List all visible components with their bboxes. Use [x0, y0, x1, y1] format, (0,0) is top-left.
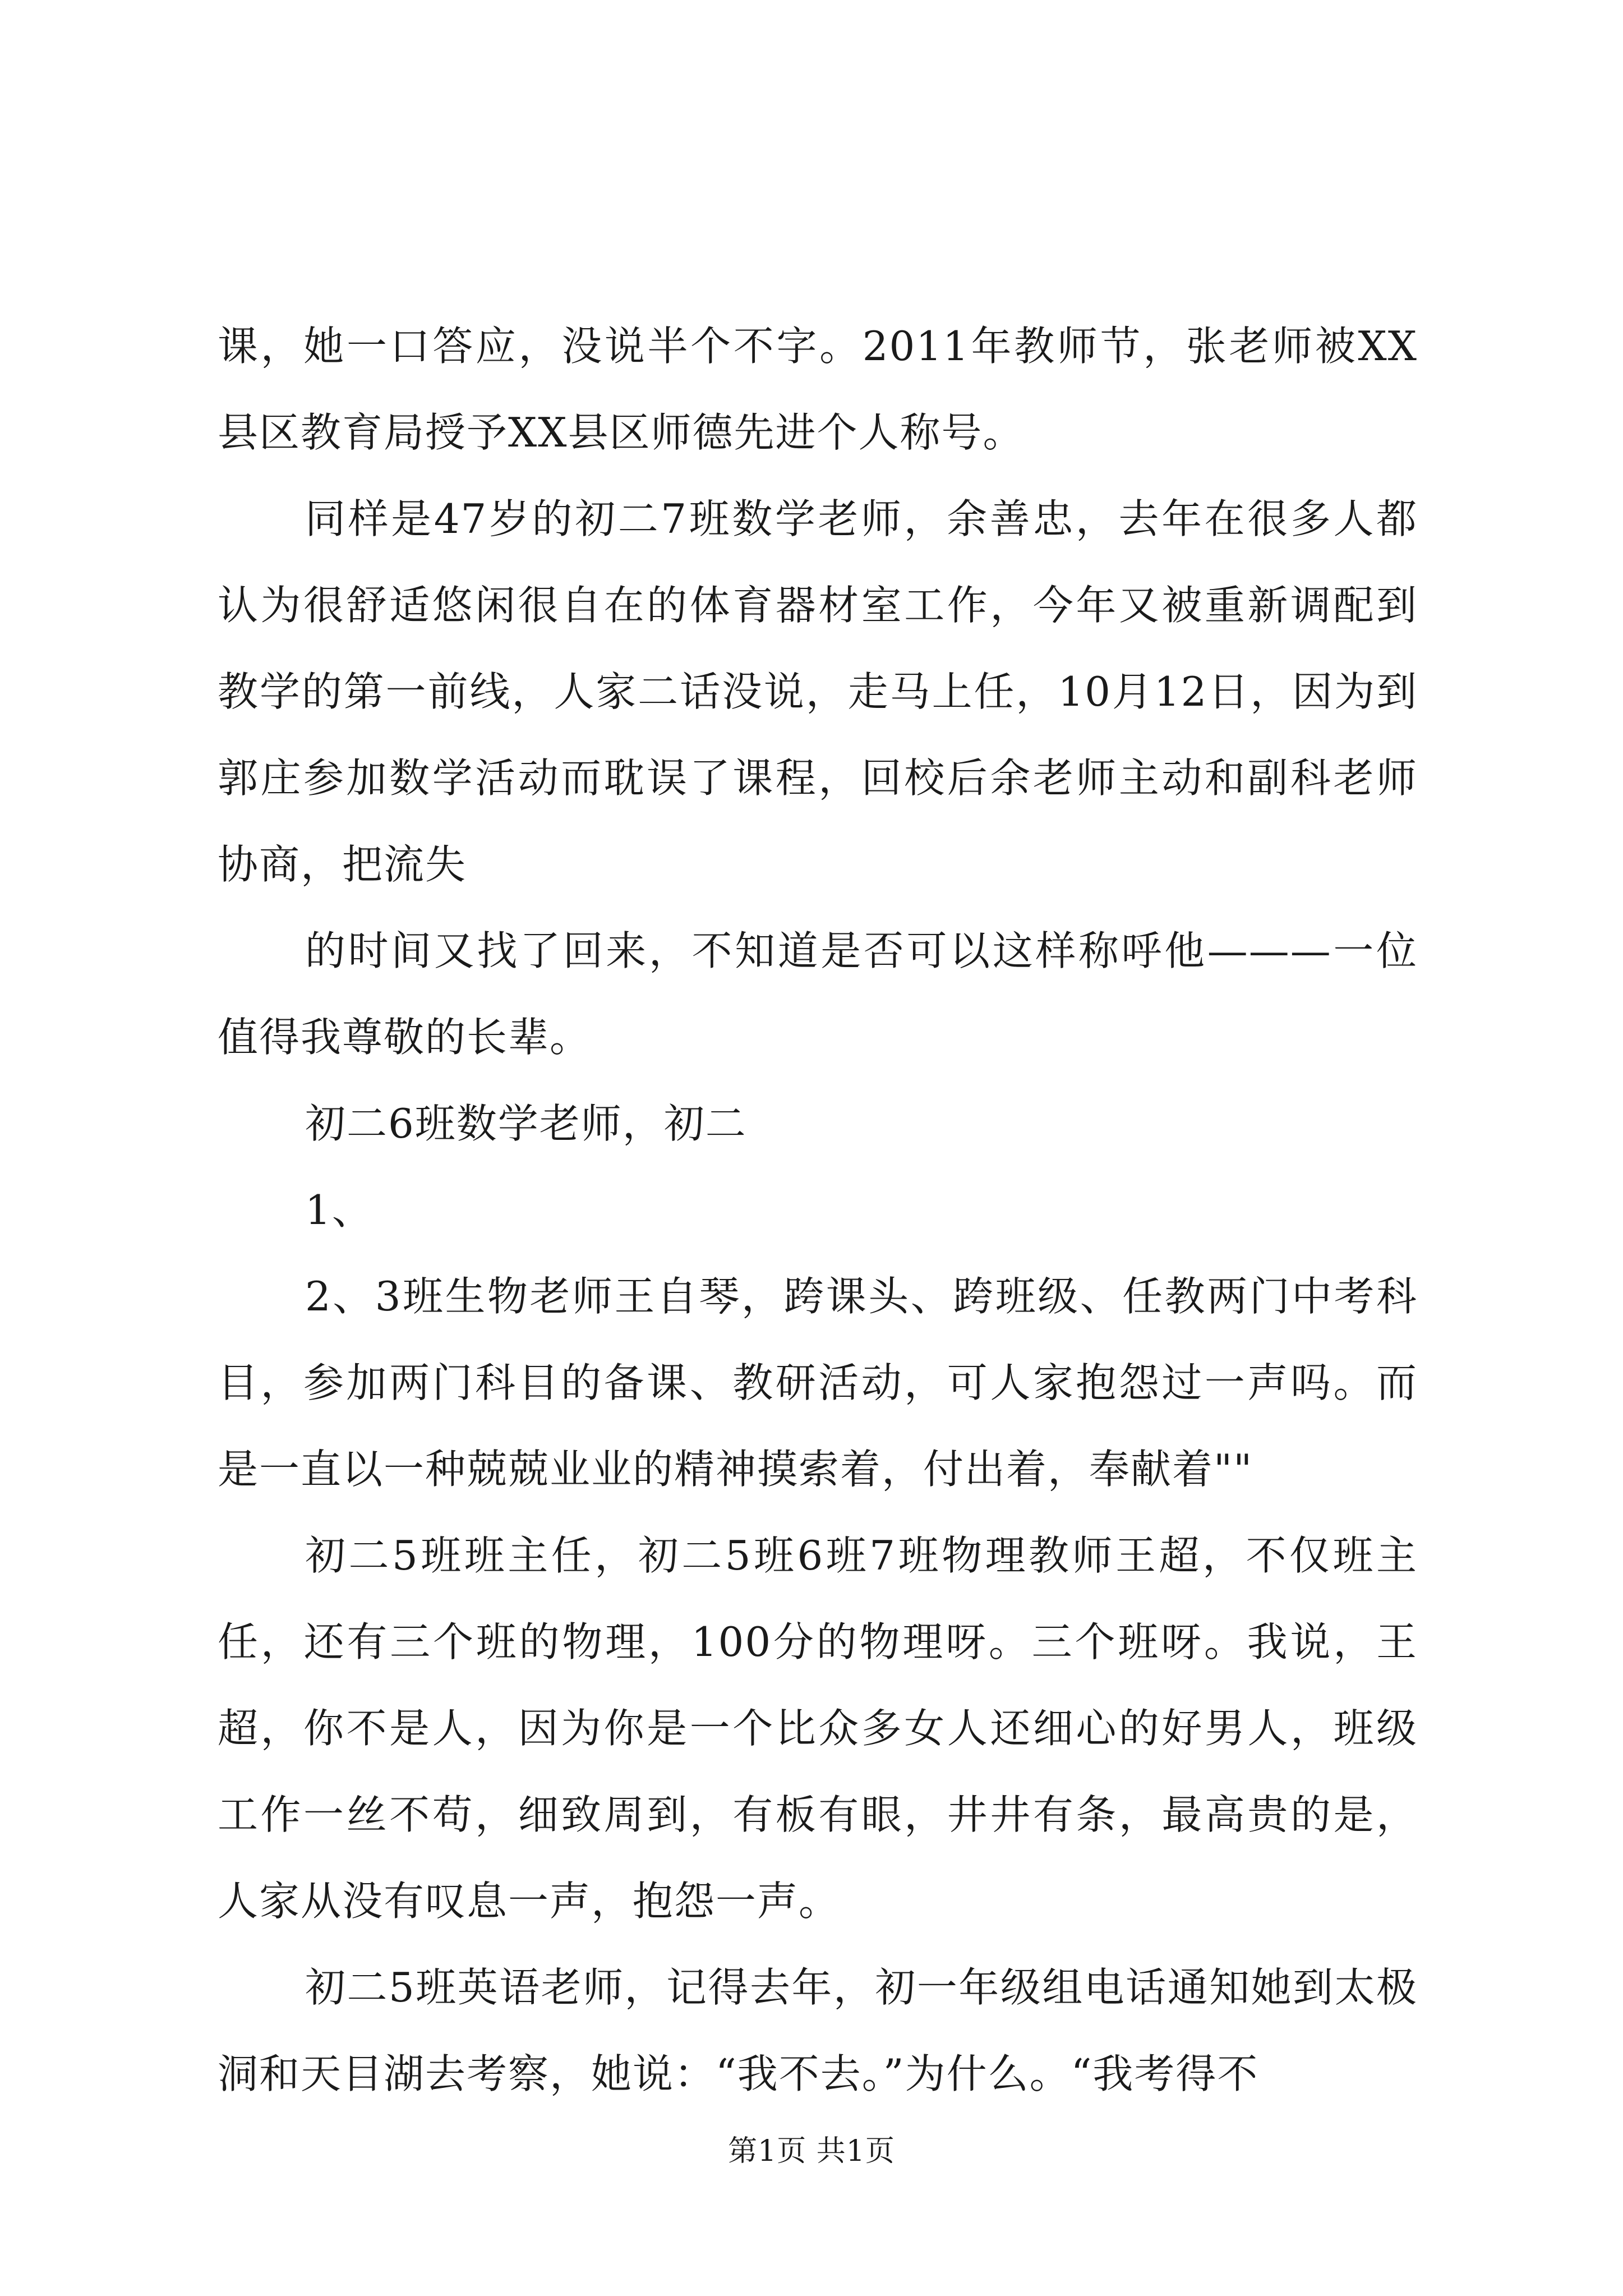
page-footer — [0, 2132, 1623, 2171]
paragraph-8: 初二5班英语老师，记得去年，初一年级组电话通知她到太极洞和天目湖去考察，她说：“我不去。”为什么。“我考得不 — [218, 1964, 1418, 2097]
paragraph-1: 课，她一口答应，没说半个不字。2011年教师节，张老师被XX县区教育局授予XX县区师德先进个人称号。 — [218, 323, 1418, 456]
paragraph-7: 初二5班班主任，初二5班6班7班物理教师王超，不仅班主任，还有三个班的物理，100分的物理呀。三个班呀。我说，王超，你不是人，因为你是一个比众多女人还细心的好男人，班级工作一丝不苟，细致周到，有板有眼，井井有条，最高贵的是，人家从没有叹息一声，抱怨一声。 — [218, 1532, 1418, 1925]
paragraph-5: 1、 — [305, 1186, 374, 1234]
paragraph-6: 2、3班生物老师王自琴，跨课头、跨班级、任教两门中考科目，参加两门科目的备课、教研活动，可人家抱怨过一声吗。而是一直以一种兢兢业业的精神摸索着，付出着，奉献着"" — [218, 1273, 1418, 1493]
paragraph-2: 同样是47岁的初二7班数学老师，余善忠，去年在很多人都认为很舒适悠闲很自在的体育器材室工作，今年又被重新调配到教学的第一前线，人家二话没说，走马上任，10月12日，因为到郭庄参加数学活动而耽误了课程，回校后余老师主动和副科老师协商，把流失 — [218, 495, 1418, 888]
document-body — [218, 303, 1418, 2117]
paragraph-4: 初二6班数学老师，初二 — [305, 1100, 747, 1147]
page-number-label: 第1页 共1页 — [728, 2134, 895, 2168]
paragraph-3: 的时间又找了回来，不知道是否可以这样称呼他———一位值得我尊敬的长辈。 — [218, 927, 1418, 1061]
